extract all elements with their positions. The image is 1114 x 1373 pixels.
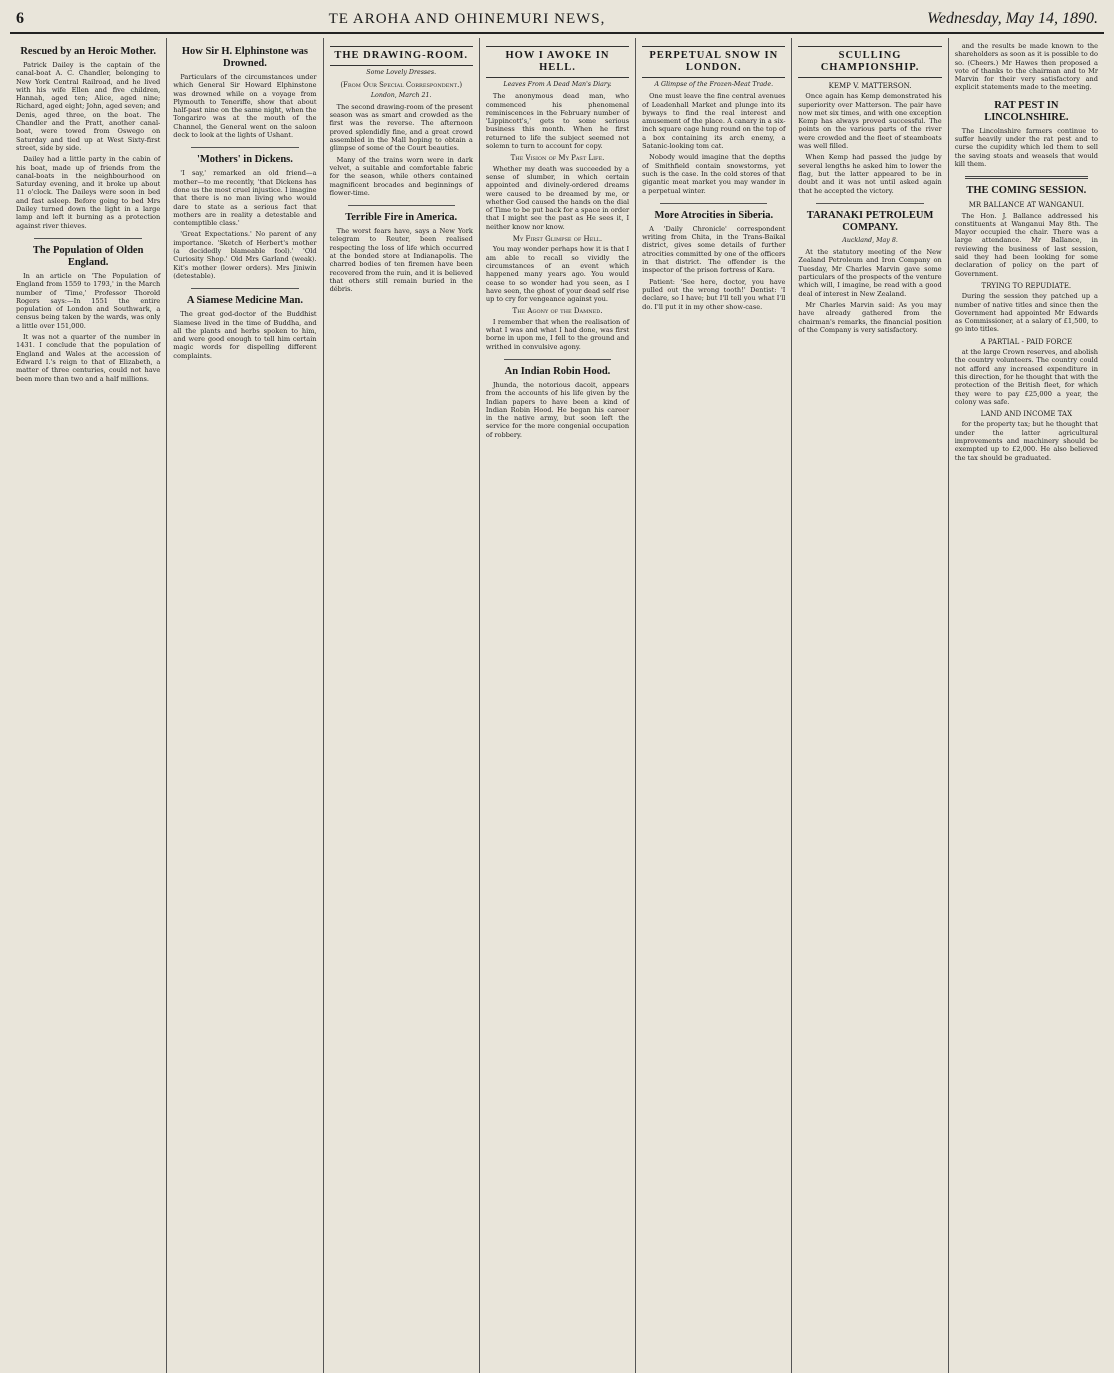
article-continued [955, 42, 1098, 92]
section-subhead: The Vision of My Past Life. [510, 154, 605, 163]
divider [660, 203, 767, 204]
divider [816, 203, 923, 204]
article-paragraph: The Hon. J. Ballance addressed his constituents at Wanganui May 8th. The Mayor occupied the chair. There was a large attendance. Mr Ballance, in reviewing the business of last session, said they had been looking for some declaration of policy on the part of Government. [954, 211, 1098, 278]
article-subtitle: Leaves From A Dead Man's Diary. [503, 81, 612, 88]
section-subhead: A PARTIAL - PAID FORCE [980, 337, 1073, 346]
article-coming-session [955, 185, 1098, 462]
divider [965, 176, 1088, 179]
section-subhead: The Agony of the Damned. [512, 307, 603, 316]
article-subtitle: KEMP V. MATTERSON. [828, 82, 912, 90]
article-paragraph: Jhunda, the notorious dacoit, appears from the accounts of his life given by the Indian papers to have been a kind of Indian Robin Hood. He began his career in the native army, but soon left the service for the more congenial occupation of robbery. [485, 380, 630, 439]
column-7 [948, 38, 1104, 1373]
article-dateline: Auckland, May 8. [842, 236, 898, 244]
section-subhead: LAND AND INCOME TAX [980, 410, 1073, 419]
page-number: 6 [16, 10, 24, 27]
column-3 [323, 38, 479, 1373]
article-title: RAT PEST IN LINCOLNSHIRE. [984, 99, 1069, 123]
article-paragraph: Dailey had a little party in the cabin of his boat, made up of friends from the canal-boats in the neighbourhood on Saturday evening, and it broke up about 11 o'clock. The Daileys were soon in bed and fast asleep. Before going to bed Mrs Dailey turned down the light in a large lamp and left it burning as a protection against river thieves. [16, 155, 161, 230]
article-paragraph: When Kemp had passed the judge by several lengths he asked him to lower the flag, but the latter appeared to be in doubt and it was not until asked again that he accepted the victory. [798, 153, 942, 195]
article-paragraph: Nobody would imagine that the depths of Smithfield contain snowstorms, yet such is the case. In the cold stores of that gigantic meat market you may wander in a perpetual winter. [642, 153, 786, 195]
article-paragraph: 'Great Expectations.' No parent of any importance. 'Sketch of Herbert's mother (a decidedly blameable fool).' 'Old Curiosity Shop.' Old Mrs Garland (weak). Kit's mother (lower orders). Mrs Jiniwin (detestable). [173, 230, 317, 280]
article-paragraph: at the large Crown reserves, and abolish the country volunteers. The country could not afford any increased expenditure in this direction, for he thought that with the protection of the British fleet, for which they were to pay £25,000 a year, the colony was safe. [954, 348, 1098, 406]
article-paragraph: Whether my death was succeeded by a sense of slumber, in which certain appointed and divinely-ordered dreams were caused to be dreamed by me, or whether God caused the hands on the dial of Time to be put back for a space in order that I might see the past as He sees it, I neither know nor know. [485, 164, 630, 231]
article-title: TARANAKI PETROLEUM COMPANY. [806, 209, 934, 233]
article-paragraph: The great god-doctor of the Buddhist Siamese lived in the time of Buddha, and all the plants and herbs spoken to him, and were good enough to tell him certain magic words for dispelling different complaints. [173, 310, 317, 360]
article-sculling-championship [798, 46, 941, 195]
article-how-i-awoke-in-hell [486, 46, 629, 351]
article-paragraph: and the results be made known to the shareholders as soon as it is possible to do so. (Cheers.) Mr Hawes then proposed a vote of thanks to the chairman and to Mr Marvin for their very satisfactory and explicit statements made to the meeting. [954, 42, 1098, 92]
article-title: A Siamese Medicine Man. [186, 295, 303, 307]
article-paragraph: In an article on 'The Population of England from 1559 to 1793,' in the March number of 'Time,' Professor Thorold Rogers says:—In 1551 the entire population of London and Southwark, a census being taken by the wards, was only a little over 151,000. [16, 271, 161, 330]
article-subtitle: A Glimpse of the Frozen-Meat Trade. [654, 81, 774, 88]
column-6 [791, 38, 947, 1373]
divider [504, 359, 611, 360]
article-paragraph: At the statutory meeting of the New Zealand Petroleum and Iron Company on Tuesday, Mr Charles Marvin gave some particulars of the prospects of the venture which will, I imagine, be read with a good deal of interest in New Zealand. [798, 248, 942, 298]
columns [10, 38, 1104, 1373]
article-paragraph: I remember that when the realisation of what I was and what I had done, was first borne in upon me, I fell to the ground and writhed in convulsive agony. [485, 317, 630, 351]
article-subtitle: Some Lovely Dresses. [366, 69, 437, 76]
column-4 [479, 38, 635, 1373]
divider [191, 288, 298, 289]
article-atrocities-siberia [642, 210, 785, 311]
section-subhead: MR BALLANCE AT WANGANUI. [968, 201, 1084, 210]
article-paragraph: A 'Daily Chronicle' correspondent writing from Chita, in the Trans-Baikal district, gives some details of further atrocities committed by one of the officers in that district. The offender is the inspector of the prison fortress of Kara. [642, 224, 786, 275]
article-title: 'Mothers' in Dickens. [196, 154, 293, 166]
article-title: An Indian Robin Hood. [504, 365, 611, 377]
divider [34, 238, 142, 239]
article-paragraph: You may wonder perhaps how it is that I am able to recall so vividly the circumstances of an event which happened many years ago. You would cease to so wonder had you seen, as I have seen, the ghost of your dead self rise up to cry for vengeance against you. [485, 245, 630, 304]
article-elphinstone-drowned [173, 46, 316, 139]
article-paragraph: The worst fears have, says a New York telegram to Reuter, been realised respecting the loss of life which occurred at the bonded store at Indianapolis. The charred bodies of ten firemen have been recovered from the ruin, and it is believed that others still remain buried in the débris. [329, 227, 473, 294]
article-title: THE COMING SESSION. [966, 185, 1087, 197]
article-indian-robin-hood [486, 366, 629, 439]
article-rescued-heroic-mother [16, 46, 160, 230]
issue-date: Wednesday, May 14, 1890. [927, 10, 1098, 27]
article-paragraph: Patrick Dailey is the captain of the canal-boat A. C. Chandler, belonging to New York Central Railroad, and he lived with his wife Ellen and five children, Hannah, aged ten; Alice, aged nine; Richard, aged eight; John, aged seven; and Denis, aged three, on the boat. The Chandler and the Pratt, another canal-boat, were towed from Oswego on Saturday and tied up at West Sixty-first street, side by side. [16, 61, 161, 152]
article-mothers-in-dickens [173, 154, 316, 280]
article-rat-pest [955, 100, 1098, 168]
article-paragraph: Particulars of the circumstances under which General Sir Howard Elphinstone was drowned while on a voyage from Plymouth to Teneriffe, show that about half-past nine on the same night, when the Tongariro was at the mouth of the Channel, the General went on the saloon deck to look at the lights of Ushant. [173, 73, 317, 140]
column-2 [166, 38, 322, 1373]
article-siamese-medicine-man [173, 295, 316, 360]
article-paragraph: The Lincolnshire farmers continue to suffer heavily under the rat pest and to curse the cupidity which led them to sell the saving stoats and weasels that would kill them. [954, 126, 1098, 168]
article-paragraph: One must leave the fine central avenues of Leadenhall Market and plunge into its byways to find the real interest and amusement of the place. A canary in a six-inch square cage hung round on the top of a box containing its arch enemy, a Satanic-looking tom cat. [642, 92, 786, 151]
article-paragraph: Many of the trains worn were in dark velvet, a suitable and comfortable fabric for the season, while others contained magnificent brocades and beginnings of flower-time. [329, 155, 473, 197]
article-paragraph: for the property tax; but he thought that under the latter agricultural improvements and machinery should be exempted up to £2,000. He also believed the tax should be graduated. [954, 420, 1098, 462]
article-title: The Population of Olden England. [32, 244, 144, 268]
article-perpetual-snow-london [642, 46, 785, 195]
column-1 [10, 38, 166, 1373]
section-subhead: My First Glimpse of Hell. [512, 235, 603, 244]
article-paragraph: The anonymous dead man, who commenced his phenomenal reminiscences in the February number of 'Lippincott's,' gets to some serious business this month. When he first returned to life the subject seemed not solemn to turn to account for copy. [485, 92, 630, 151]
divider [348, 205, 455, 206]
article-paragraph: 'I say,' remarked an old friend—a mother—to me recently, 'that Dickens has done us the most cruel injustice. I imagine that there is no man living who would dare to state as a serious fact that mothers are in reality a detestable and contemptible class.' [173, 169, 317, 228]
article-paragraph: During the session they patched up a number of native titles and since then the Government had appointed Mr Edwards as Commissioner, at a salary of £1,500, to go into titles. [954, 292, 1098, 334]
article-title: More Atrocities in Siberia. [654, 209, 774, 221]
article-paragraph: Once again has Kemp demonstrated his superiority over Matterson. The pair have now met six times, and with one exception Kemp has always proved successful. The points on the various parts of the river were crowded and the fleet of steamboats was well filled. [798, 92, 942, 151]
article-title: How Sir H. Elphinstone was Drowned. [181, 46, 308, 69]
divider [191, 147, 298, 148]
article-paragraph: The second drawing-room of the present season was as smart and crowded as the first was the reverse. The afternoon proved splendidly fine, and a great crowd assembled in the Mall hoping to obtain a glimpse of some of the Court beauties. [329, 102, 473, 153]
section-subhead: TRYING TO REPUDIATE. [981, 281, 1072, 290]
article-title: THE DRAWING-ROOM. [330, 46, 473, 66]
article-source: (From Our Special Correspondent.) [340, 81, 463, 90]
paper-title: TE AROHA AND OHINEMURI NEWS, [328, 10, 606, 27]
article-paragraph: Mr Charles Marvin said: As you may have already gathered from the chairman's remarks, the financial position of the Company is very satisfactory. [798, 300, 942, 334]
article-taranaki-petroleum [798, 210, 941, 334]
article-paragraph: It was not a quarter of the number in 1431. I conclude that the population of England and Wales at the accession of Edward I.'s reign to that of Elizabeth, a matter of three centuries, could not have been more than two and a half millions. [16, 333, 161, 383]
article-title: Terrible Fire in America. [345, 212, 458, 224]
article-drawing-room [330, 46, 473, 197]
article-title: PERPETUAL SNOW IN LONDON. [642, 46, 785, 78]
article-population-olden-england [16, 245, 160, 383]
article-paragraph: Patient: 'See here, doctor, you have pulled out the wrong tooth!' Dentist: 'I declare, so I have; but I'll tell you what I'll do. I'll put it in my other show-case. [642, 277, 786, 311]
masthead [10, 6, 1104, 34]
article-title: SCULLING CHAMPIONSHIP. [798, 46, 941, 78]
article-terrible-fire-america [330, 212, 473, 293]
column-5 [635, 38, 791, 1373]
article-dateline: London, March 21. [370, 91, 432, 99]
article-title: Rescued by an Heroic Mother. [20, 46, 156, 57]
article-title: HOW I AWOKE IN HELL. [486, 46, 629, 78]
